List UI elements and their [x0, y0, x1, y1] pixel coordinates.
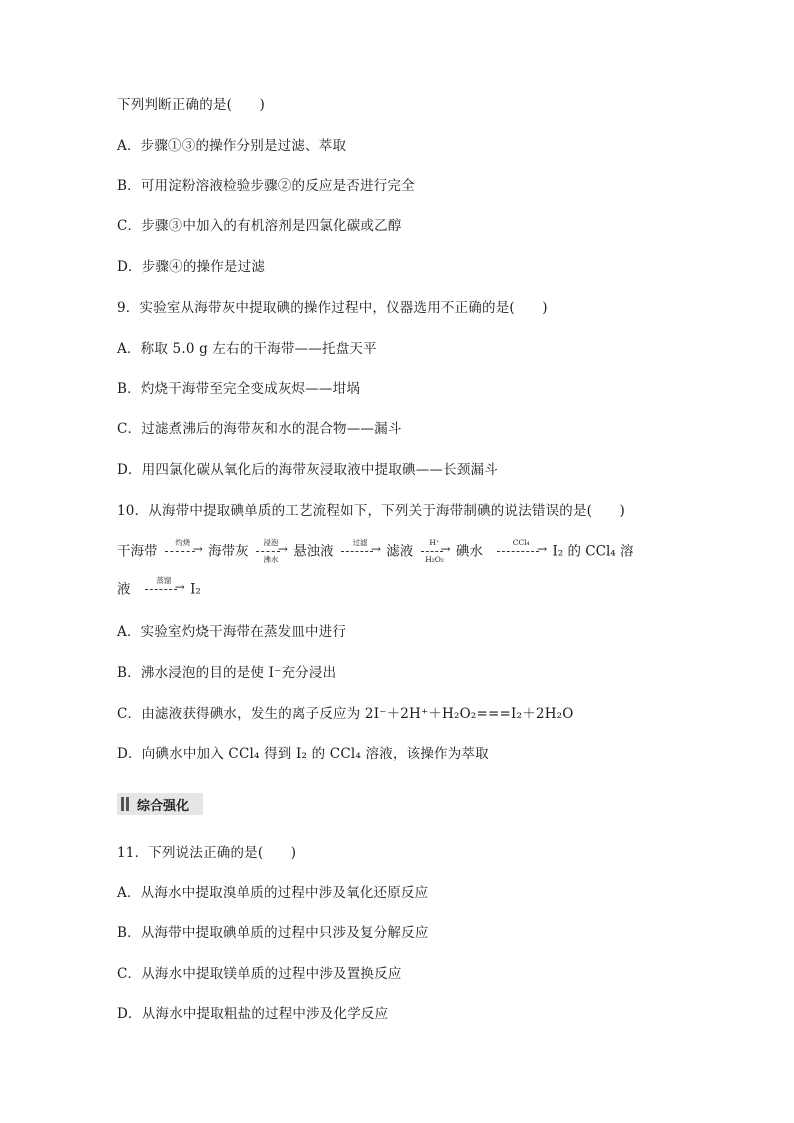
- flow-arrow-1-label: 灼烧: [175, 538, 191, 547]
- flow-step-dry-kelp: 干海带: [117, 543, 158, 560]
- flow-arrow-2: [256, 538, 286, 566]
- q11-stem: 11．下列说法正确的是( ): [117, 845, 297, 861]
- flow-step-iodine: I₂: [190, 581, 201, 598]
- section-marker-icon: [121, 797, 124, 811]
- flow-arrow-4: [421, 538, 449, 566]
- q10-option-d: D．向碘水中加入 CCl₄ 得到 I₂ 的 CCl₄ 溶液，该操作为萃取: [117, 746, 489, 762]
- q10-flowchart-line2: [117, 576, 201, 604]
- flow-step-filtrate: 滤液: [386, 543, 414, 560]
- q9-stem: 9．实验室从海带灰中提取碘的操作过程中，仪器选用不正确的是( ): [117, 300, 548, 316]
- q9-option-a: A．称取 5.0 g 左右的干海带——托盘天平: [117, 341, 377, 357]
- section-header: [117, 793, 203, 815]
- flow-arrow-6: [145, 576, 183, 604]
- q8-option-d: D．步骤④的操作是过滤: [117, 259, 266, 275]
- flow-arrow-6-label: 蒸馏: [156, 576, 172, 585]
- flow-arrow-2-bottom: 沸水: [263, 555, 279, 564]
- q10-option-a: A．实验室灼烧干海带在蒸发皿中进行: [117, 624, 347, 640]
- q8-stem: 下列判断正确的是( ): [117, 97, 265, 113]
- flow-step-i2-ccl4-solution: I₂ 的 CCl₄ 溶: [552, 543, 634, 560]
- q8-option-b: B．可用淀粉溶液检验步骤②的反应是否进行完全: [117, 178, 415, 194]
- flow-arrow-4-bottom: H₂O₂: [425, 555, 444, 564]
- q9-option-d: D．用四氯化碳从氧化后的海带灰浸取液中提取碘——长颈漏斗: [117, 462, 498, 478]
- q10-option-c: C．由滤液获得碘水，发生的离子反应为 2I⁻＋2H⁺＋H₂O₂===I₂＋2H₂O: [117, 706, 574, 722]
- flow-arrow-3: [341, 538, 379, 566]
- q10-stem: 10．从海带中提取碘单质的工艺流程如下，下列关于海带制碘的说法错误的是( ): [117, 503, 626, 519]
- flow-arrow-5: [497, 538, 545, 566]
- section-marker-icon-2: [126, 797, 129, 811]
- q10-flowchart: [117, 538, 633, 566]
- q10-option-b: B．沸水浸泡的目的是使 I⁻充分浸出: [117, 665, 337, 681]
- section-title: 综合强化: [137, 798, 190, 814]
- q11-option-b: B．从海带中提取碘单质的过程中只涉及复分解反应: [117, 925, 429, 941]
- q11-option-a: A．从海水中提取溴单质的过程中涉及氧化还原反应: [117, 885, 429, 901]
- q8-option-c: C．步骤③中加入的有机溶剂是四氯化碳或乙醇: [117, 218, 402, 234]
- flow-arrow-3-label: 过滤: [352, 538, 368, 547]
- flow-arrow-1: [165, 538, 201, 566]
- q9-option-c: C．过滤煮沸后的海带灰和水的混合物——漏斗: [117, 421, 402, 437]
- flow-step-solution-cont: 液: [117, 581, 131, 598]
- flow-arrow-4-top: H⁺: [429, 538, 440, 547]
- flow-step-kelp-ash: 海带灰: [208, 543, 249, 560]
- flow-step-iodine-water: 碘水: [455, 543, 483, 560]
- q11-option-c: C．从海水中提取镁单质的过程中涉及置换反应: [117, 966, 402, 982]
- flow-step-suspension: 悬浊液: [293, 543, 334, 560]
- q9-option-b: B．灼烧干海带至完全变成灰烬——坩埚: [117, 381, 361, 397]
- flow-arrow-5-label: CCl₄: [512, 538, 530, 547]
- q8-option-a: A．步骤①③的操作分别是过滤、萃取: [117, 138, 347, 154]
- flow-arrow-2-top: 浸泡: [263, 538, 279, 547]
- q11-option-d: D．从海水中提取粗盐的过程中涉及化学反应: [117, 1006, 389, 1022]
